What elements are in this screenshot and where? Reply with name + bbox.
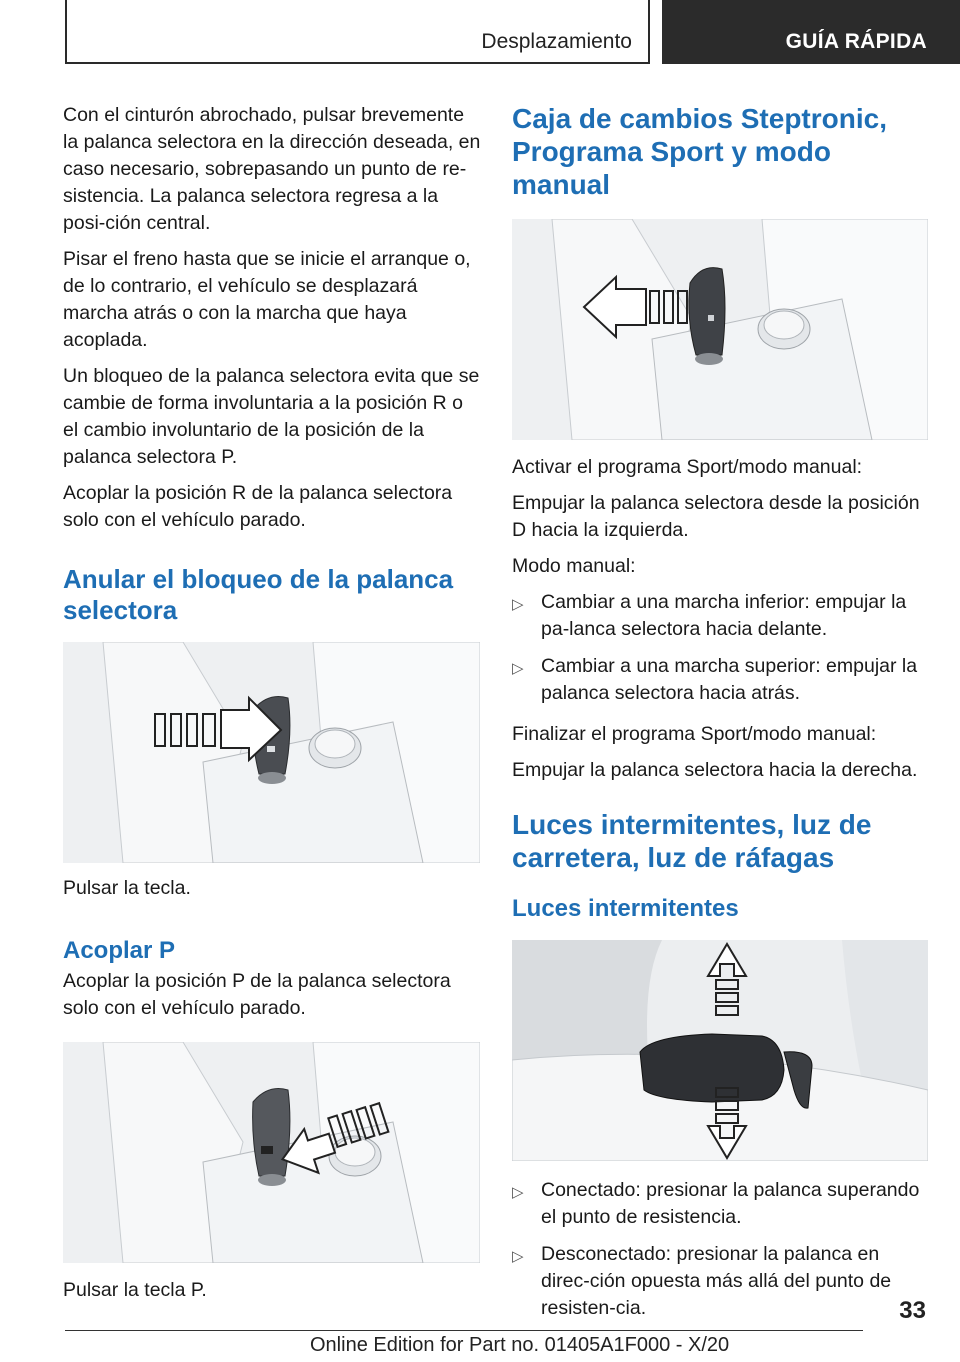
list-item: ▷ Desconectado: presionar la palanca en direc-ción opuesta más allá del punto de resisten-cia.: [512, 1243, 892, 1319]
paragraph-reverse: Acoplar la posición R de la palanca selectora solo con el vehículo parado.: [63, 482, 453, 531]
bullet-triangle-icon: ▷: [512, 660, 524, 677]
footer-divider: [65, 1330, 863, 1331]
paragraph-finish-sport: Finalizar el programa Sport/modo manual:: [512, 723, 877, 745]
heading-steptronic: Caja de cambios Steptronic, Programa Sport y modo manual: [512, 103, 887, 200]
illustration-park-button: [63, 1042, 480, 1263]
header-section-title: Desplazamiento: [481, 30, 632, 53]
list-item: ▷ Conectado: presionar la palanca superando el punto de resistencia.: [512, 1179, 920, 1228]
paragraph-activate-sport: Activar el programa Sport/modo manual:: [512, 456, 863, 478]
paragraph-push-left: Empujar la palanca selectora desde la posición D hacia la izquierda.: [512, 492, 920, 541]
heading-engage-park: Acoplar P: [63, 937, 176, 964]
left-column: [63, 102, 483, 1313]
header-guide-title: GUÍA RÁPIDA: [785, 30, 927, 53]
caption-unlock: Pulsar la tecla.: [63, 877, 191, 899]
header-guide-tab: [662, 0, 960, 64]
paragraph-lock: Un bloqueo de la palanca selectora evita que se cambie de forma involuntaria a la posición R o el cambio involuntario de la posición de la palanca selectora P.: [63, 365, 480, 468]
bullet-triangle-icon: ▷: [512, 596, 524, 613]
header-section-tab: [65, 0, 650, 64]
heading-lights: Luces intermitentes, luz de carretera, luz de ráfagas: [512, 809, 872, 873]
footer-edition: Online Edition for Part no. 01405A1F000 - X/20: [310, 1334, 730, 1356]
right-column: [512, 102, 932, 1332]
paragraph-manual-mode: Modo manual:: [512, 555, 636, 577]
bullet-triangle-icon: ▷: [512, 1248, 524, 1265]
bullet-triangle-icon: ▷: [512, 1184, 524, 1201]
paragraph-park: Acoplar la posición P de la palanca selectora solo con el vehículo parado.: [63, 970, 451, 1019]
list-item: ▷ Cambiar a una marcha superior: empujar la palanca selectora hacia atrás.: [512, 655, 918, 704]
caption-park: Pulsar la tecla P.: [63, 1279, 207, 1301]
paragraph-push-right: Empujar la palanca selectora hacia la derecha.: [512, 759, 918, 781]
illustration-sport-mode: [512, 219, 928, 440]
illustration-unlock-button: [63, 642, 480, 863]
list-item: ▷ Cambiar a una marcha inferior: empujar la pa-lanca selectora hacia delante.: [512, 591, 907, 640]
paragraph-belt: Con el cinturón abrochado, pulsar brevemente la palanca selectora en la dirección deseada, en caso necesario, sobrepasando un punto de re-sistencia. La palanca selectora regresa a la posi-ción central.: [63, 104, 481, 234]
list-manual-mode: [512, 589, 932, 707]
list-turn-signals: [512, 1177, 932, 1322]
page-number: 33: [899, 1297, 926, 1324]
heading-turn-signals: Luces intermitentes: [512, 895, 739, 922]
paragraph-brake: Pisar el freno hasta que se inicie el arranque o, de lo contrario, el vehículo se desplazará marcha atrás o con la marcha que haya acoplada.: [63, 248, 471, 351]
heading-unlock-selector: Anular el bloqueo de la palanca selectora: [63, 564, 454, 625]
illustration-turn-signal-lever: [512, 940, 928, 1161]
